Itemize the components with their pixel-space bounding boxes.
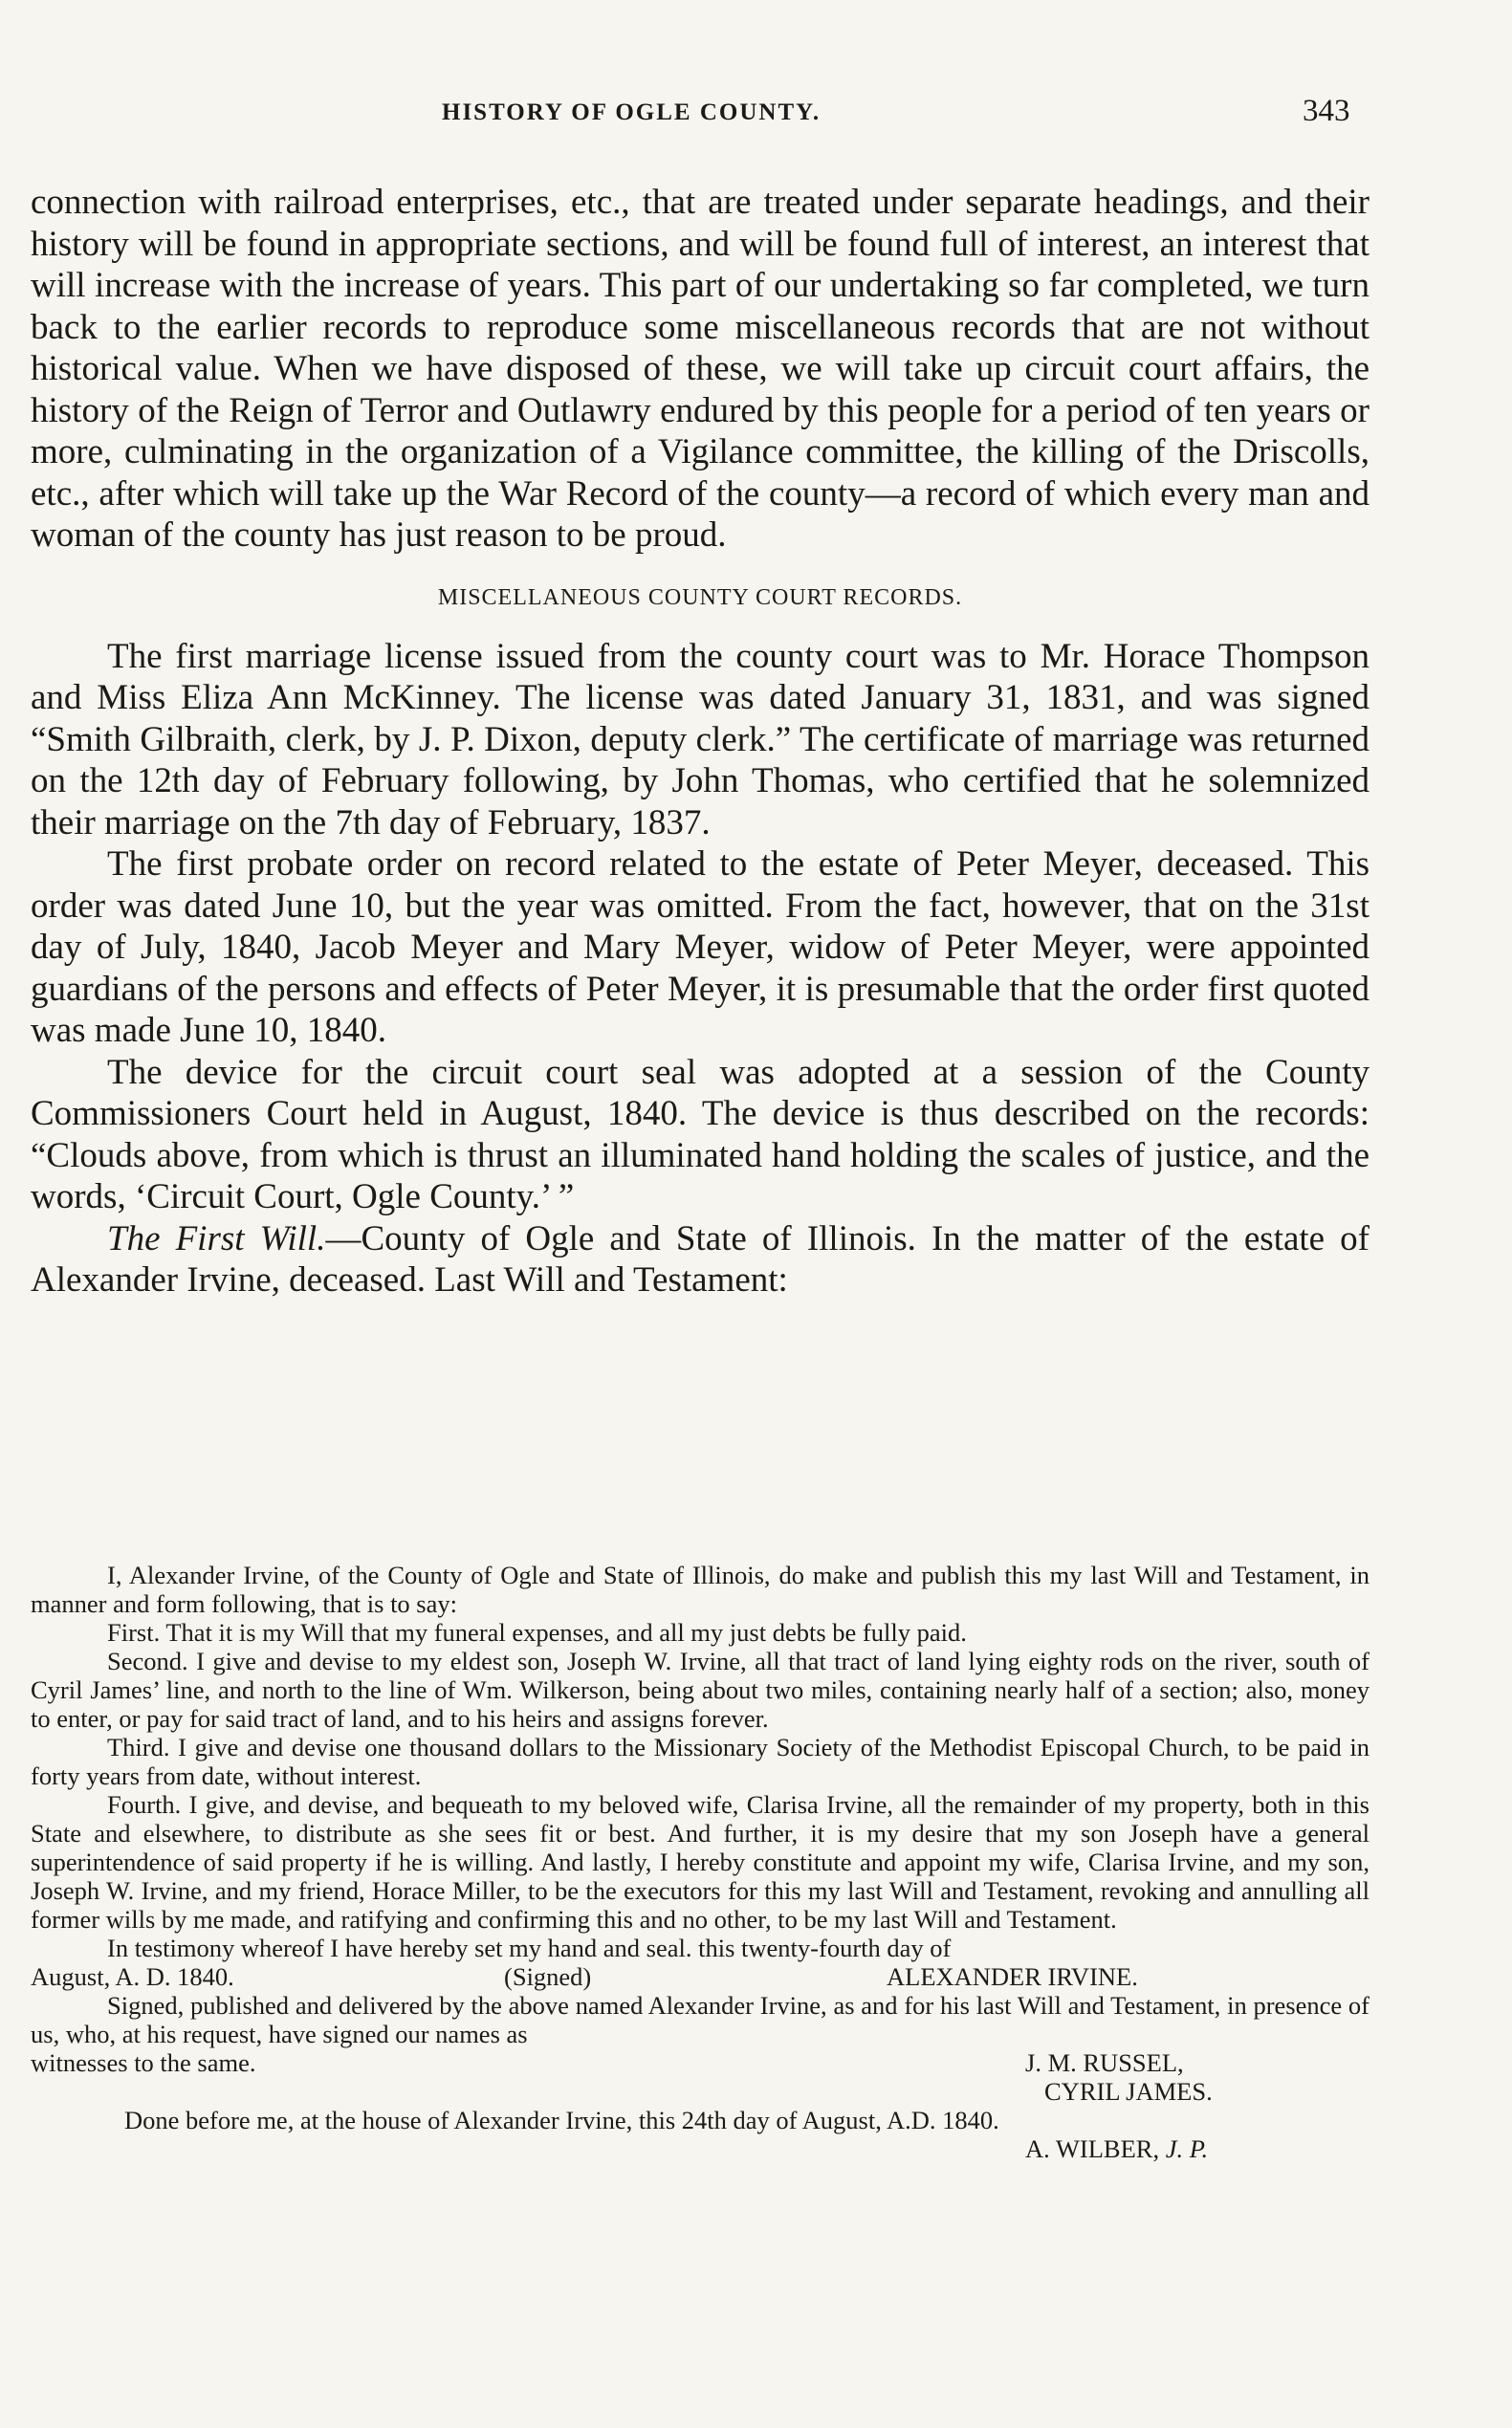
signature-line [31,1962,1370,1991]
first-will-paragraph [31,1218,1370,1301]
probate-order-paragraph: The first probate order on record related to the estate of Peter Meyer, deceased. This order was dated June 10, but the year was omitted. From the fact, however, that on the 31st day of July, 1840, Jacob Meyer and Mary Meyer, widow of Peter Meyer, were appointed guardians of the persons and effects of Peter Meyer, it is presumable that the order first quoted was made June 10, 1840. [31,844,1370,1050]
will-testimony: In testimony whereof I have hereby set my hand and seal. this twenty-fourth day of [107,1934,952,1962]
intro-paragraph: connection with railroad enterprises, etc., that are treated under separate headings, and their history will be found in appropriate sections, and will be found full of interest, an interest that will increase with the increase of years. This part of our undertaking so far completed, we turn back to the earlier records to reproduce some miscellaneous records that are not without historical value. When we have disposed of these, we will take up circuit court affairs, the history of the Reign of Terror and Outlawry endured by this people for a period of ten years or more, culminating in the organization of a Vigilance committee, the killing of the Driscolls, etc., after which will take up the War Record of the county—a record of which every man and woman of the county has just reason to be proud. [31,183,1370,555]
done-before-line: Done before me, at the house of Alexander Irvine, this 24th day of August, A.D. 1840. [124,2106,999,2134]
will-first-clause: First. That it is my Will that my funeral expenses, and all my just debts be fully paid. [107,1618,967,1647]
will-second-clause: Second. I give and devise to my eldest son, Joseph W. Irvine, all that tract of land lying eighty rods on the river, south of Cyril James’ line, and north to the line of Wm. Wilkerson, being about two miles, containing nearly half of a section; also, money to enter, or pay for said tract of land, and to his heirs and assigns forever. [31,1647,1370,1733]
will-third-clause: Third. I give and devise one thousand dollars to the Missionary Society of the Methodist Episcopal Church, to be paid in forty years from date, without interest. [31,1733,1370,1790]
court-seal-paragraph: The device for the circuit court seal was adopted at a session of the County Commissioners Court held in August, 1840. The device is thus described on the records: “Clouds above, from which is thrust an illuminated hand holding the scales of justice, and the words, ‘Circuit Court, Ogle County.’ ” [31,1052,1370,1216]
will-text [31,1561,1370,2163]
attestation: Signed, published and delivered by the above named Alexander Irvine, as and for his last Will and Testament, in presence of us, who, at his request, have signed our names as [31,1991,1370,2048]
page-header [31,94,1370,132]
signed-label: (Signed) [504,1962,592,1991]
first-will-title: The First Will. [107,1218,326,1258]
witnesses-line [31,2048,1370,2077]
first-will-intro: —County of Ogle and State of Illinois. In the matter of the estate of Alexander Irvine, deceased. Last Will and Testament: [31,1218,1370,1300]
witnesses-text: witnesses to the same. [31,2048,256,2077]
will-fourth-clause: Fourth. I give, and devise, and bequeath to my beloved wife, Clarisa Irvine, all the remainder of my property, both in this State and elsewhere, to distribute as she sees fit or best. And further, it is my desire that my son Joseph have a general superintendence of said property if he is willing. And lastly, I hereby constitute and appoint my wife, Clarisa Irvine, and my son, Joseph W. Irvine, and my friend, Horace Miller, to be the executors for this my last Will and Testament, revoking and annulling all former wills by me made, and ratifying and confirming this and no other, to be my last Will and Testament. [31,1790,1370,1934]
will-opening: I, Alexander Irvine, of the County of Ogle and State of Illinois, do make and publish this my last Will and Testament, in manner and form following, that is to say: [31,1561,1370,1618]
page-number: 343 [1303,94,1350,128]
signature-date: August, A. D. 1840. [31,1962,234,1991]
witness-1: J. M. RUSSEL, [1025,2048,1184,2077]
marriage-license-paragraph: The first marriage license issued from the county court was to Mr. Horace Thompson and Miss Eliza Ann McKinney. The license was dated January 31, 1831, and was signed “Smith Gilbraith, clerk, by J. P. Dixon, deputy clerk.” The certificate of marriage was returned on the 12th day of February following, by John Thomas, who certified that he solemnized their marriage on the 7th day of February, 1837. [31,636,1370,842]
main-text [31,182,1370,1301]
running-head: HISTORY OF OGLE COUNTY. [442,99,822,125]
witness-2: CYRIL JAMES. [1044,2077,1213,2106]
justice-title: J. P. [1165,2134,1209,2163]
justice-signature [31,2134,1370,2163]
justice-name: A. WILBER, [1025,2134,1160,2163]
testator-name: ALEXANDER IRVINE. [887,1962,1138,1991]
section-heading: MISCELLANEOUS COUNTY COURT RECORDS. [437,584,963,610]
